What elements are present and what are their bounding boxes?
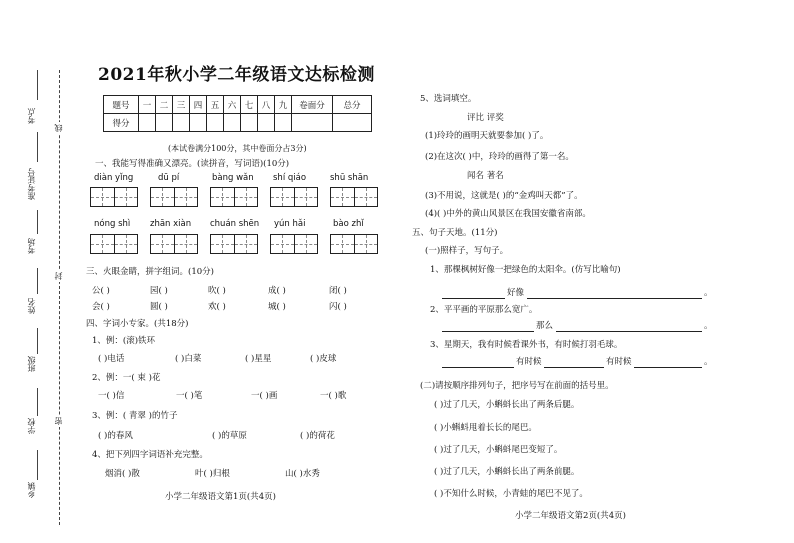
pinyin-label: nóng shì [94,219,131,229]
q4-example: 3、例：( 青翠 )的竹子 [92,411,178,421]
q4-item: 叶( )归根 [195,469,230,479]
q4-item: ( )皮球 [310,354,337,364]
q4-example: 1、例：(滚)铁环 [92,336,156,346]
q3-item: 城( ) [268,302,286,312]
writing-grid[interactable] [270,234,318,254]
q4-item: 一( )歌 [320,391,347,401]
q4-title: 四、字词小专家。(共18分) [86,319,189,329]
q4-item: ( )的春风 [98,431,133,441]
writing-grid[interactable] [90,187,138,207]
score-header-cell: 五 [207,96,224,114]
label-exam-site: 考点 [27,108,36,124]
score-header-cell: 九 [275,96,292,114]
seal-mark-line: 线 [54,124,63,132]
score-cell[interactable] [139,114,156,132]
label-room: 考场 [27,238,36,254]
q4-example: 2、例：一( 束 )花 [92,373,161,383]
pinyin-label: bào zhǐ [333,219,364,229]
writing-grid[interactable] [150,234,198,254]
fill-word: 好像 [507,288,525,298]
score-header-cell: 一 [139,96,156,114]
pinyin-label: shí qiáo [273,173,307,183]
score-cell[interactable] [292,114,333,132]
exam-title: 2021年秋小学二年级语文达标检测 [98,65,375,85]
q3-item: 园( ) [150,286,168,296]
period: 。 [704,357,713,367]
order-item: ( )小蝌蚪甩着长长的尾巴。 [434,423,537,433]
q3-item: 闭( ) [329,286,347,296]
q3-item: 圆( ) [150,302,168,312]
q4-item: 一( )画 [251,391,278,401]
score-cell[interactable] [275,114,292,132]
score-table [103,95,372,132]
score-header-cell: 六 [224,96,241,114]
score-cell[interactable] [333,114,372,132]
label-school: 学校 [27,418,36,434]
seal-mark-secret: 密 [54,417,63,425]
q4-item: 山( )水秀 [285,469,320,479]
q4-item: ( )星星 [245,354,272,364]
page-footer-right: 小学二年级语文第2页(共4页) [515,511,626,521]
pinyin-label: dū pí [158,173,180,183]
answer-line[interactable] [527,298,702,299]
blank-name[interactable] [37,268,38,294]
answer-line[interactable] [442,298,505,299]
answer-line[interactable] [442,367,514,368]
seal-mark-seal: 封 [54,272,63,280]
answer-line[interactable] [634,367,702,368]
q3-item: 欢( ) [208,302,226,312]
q3-item: 成( ) [268,286,286,296]
sentence-prompt: 2、平平画的平原那么宽广。 [430,305,538,315]
q5-sentence: (4)( )中外的黄山风景区在我国安徽省南部。 [425,209,591,219]
blank-town[interactable] [37,450,38,480]
writing-grid[interactable] [210,234,258,254]
writing-grid[interactable] [270,187,318,207]
q4-item: ( )的草原 [212,431,247,441]
order-item: ( )不知什么时候，小青蛙的尾巴不见了。 [434,489,588,499]
q3-item: 公( ) [92,286,110,296]
order-item: ( )过了几天，小蝌蚪长出了两条前腿。 [434,467,580,477]
subsection-title: (一)照样子，写句子。 [425,246,509,256]
label-name: 姓名 [27,298,36,314]
order-item: ( )过了几天，小蝌蚪长出了两条后腿。 [434,400,580,410]
sentence-prompt: 1、那棵枫树好像一把绿色的太阳伞。(仿写比喻句) [430,265,621,275]
q5-sentence: (2)在这次( )中，玲玲的画得了第一名。 [425,152,574,162]
writing-grid[interactable] [330,187,378,207]
fill-word: 那么 [536,321,554,331]
q4-example: 4、把下列四字词语补充完整。 [92,450,208,460]
label-town: 乡镇 [27,482,36,498]
score-row-label: 得分 [104,114,139,132]
q5-sentence: (1)玲玲的画明天就要参加( )了。 [425,131,549,141]
q4-item: ( )的荷花 [300,431,335,441]
q4-item: ( )白菜 [175,354,202,364]
score-header-cell: 七 [241,96,258,114]
score-header-cell: 总分 [333,96,372,114]
period: 。 [704,321,713,331]
label-class: 班级 [27,356,36,372]
blank-room[interactable] [37,210,38,234]
score-cell[interactable] [258,114,275,132]
q3-title: 三、火眼金睛，拼字组词。(10分) [86,267,214,277]
answer-line[interactable] [556,331,702,332]
q3-item: 会( ) [92,302,110,312]
score-header-cell: 题号 [104,96,139,114]
subsection-title: (二)请按顺序排列句子，把序号写在前面的括号里。 [420,381,614,391]
score-cell[interactable] [207,114,224,132]
q5-sentence: (3)不用说，这就是( )的“金鸡叫天都”了。 [425,191,583,201]
pinyin-label: yún hǎi [274,219,306,229]
pinyin-label: shū shān [330,173,369,183]
exam-note: (本试卷满分100分，其中卷面分占3分) [168,144,307,153]
writing-grid[interactable] [150,187,198,207]
writing-grid[interactable] [90,234,138,254]
blank-exam-site[interactable] [37,70,38,100]
q3-item: 闪( ) [329,302,347,312]
period: 。 [704,288,713,298]
q5-words: 评比 评奖 [467,113,504,123]
score-header-cell: 二 [156,96,173,114]
sentence-prompt: 3、星期天，我有时候看课外书，有时候打羽毛球。 [430,340,623,350]
order-item: ( )过了几天，小蝌蚪尾巴变短了。 [434,445,563,455]
score-header-cell: 三 [173,96,190,114]
score-header-cell: 四 [190,96,207,114]
binding-strip [22,70,62,530]
writing-grid[interactable] [330,234,378,254]
page-footer-left: 小学二年级语文第1页(共4页) [165,492,276,502]
section-five-title: 五、句子天地。(11分) [412,228,498,238]
blank-school[interactable] [37,388,38,416]
score-cell[interactable] [156,114,173,132]
score-header-cell: 八 [258,96,275,114]
label-ticket-no: 准考证号 [27,168,36,200]
pinyin-label: diàn yǐng [94,173,134,183]
q4-item: 一( )信 [98,391,125,401]
seal-dashed-line [59,70,60,525]
fill-word: 有时候 [606,357,632,367]
blank-class[interactable] [37,328,38,354]
q4-item: ( )电话 [98,354,125,364]
q3-item: 吹( ) [208,286,226,296]
q4-item: 一( )笔 [176,391,203,401]
fill-word: 有时候 [516,357,542,367]
pinyin-label: zhān xiàn [150,219,192,229]
score-cell[interactable] [224,114,241,132]
answer-line[interactable] [544,367,604,368]
score-cell[interactable] [190,114,207,132]
score-cell[interactable] [241,114,258,132]
answer-line[interactable] [442,331,534,332]
q4-item: 烟消( )散 [105,469,140,479]
q5-words: 闻名 著名 [467,171,504,181]
q1-title: 一、我能写得准确又漂亮。(读拼音，写词语)(10分) [95,159,290,169]
blank-ticket-no[interactable] [37,132,38,162]
score-cell[interactable] [173,114,190,132]
score-header-cell: 卷面分 [292,96,333,114]
pinyin-label: chuán shēn [210,219,260,229]
writing-grid[interactable] [210,187,258,207]
q5-title: 5、选词填空。 [420,94,477,104]
pinyin-label: bàng wǎn [212,173,254,183]
